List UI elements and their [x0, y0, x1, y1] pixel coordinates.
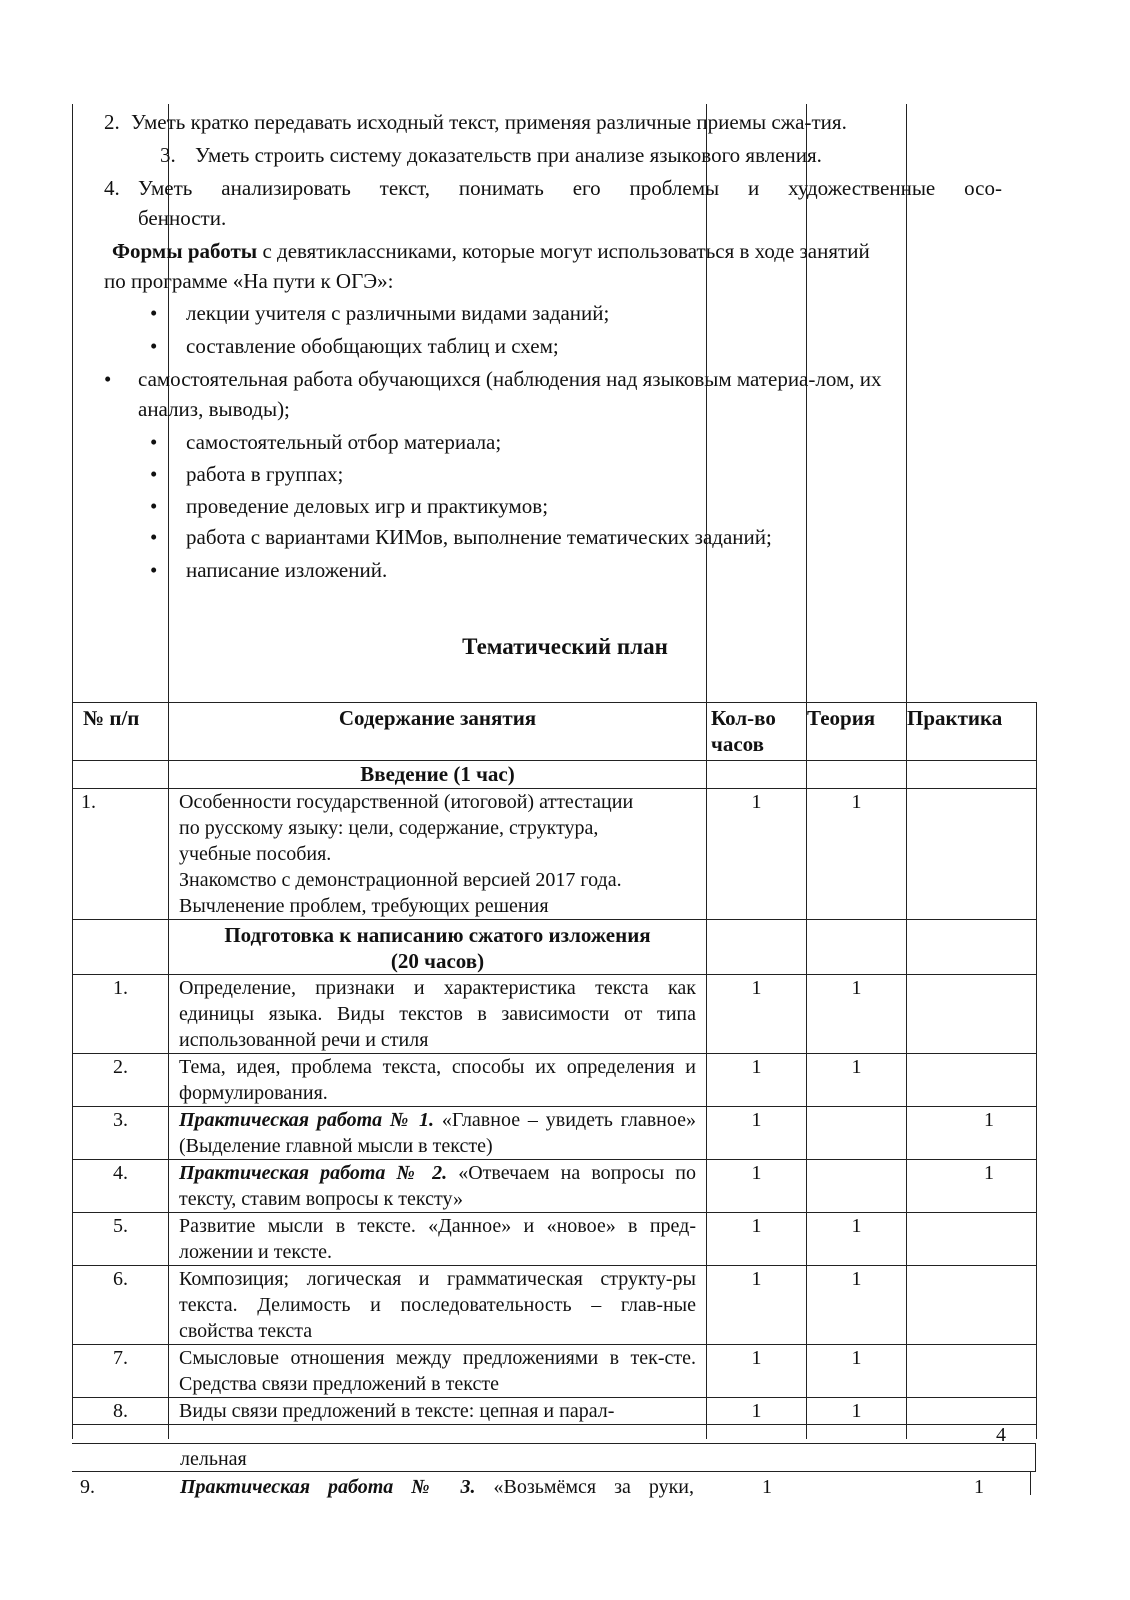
row-num: 7.: [73, 1345, 169, 1398]
list-text: Уметь кратко передавать исходный текст, применяя различные приемы сжа-тия.: [131, 110, 847, 134]
row9-topic: [180, 1474, 694, 1500]
row-theory: [807, 1107, 907, 1160]
row-practice: [907, 1266, 1037, 1345]
row-hours: 1: [707, 975, 807, 1054]
table-row: [73, 1266, 1037, 1345]
row-practice: [907, 1345, 1037, 1398]
practical-work-label: Практическая работа № 3.: [180, 1476, 476, 1498]
topic-text: «Возьмёмся за руки,: [475, 1476, 694, 1498]
row-theory: [807, 1160, 907, 1213]
row-num: 2.: [73, 1054, 169, 1107]
row-practice: [907, 1054, 1037, 1107]
bullet-item: [150, 556, 388, 584]
row-practice: 1: [907, 1160, 1037, 1213]
row-theory: 1: [807, 1054, 907, 1107]
forms-intro-line2: по программе «На пути к ОГЭ»:: [104, 269, 394, 293]
bullet-icon: •: [150, 558, 158, 582]
row-topic: Композиция; логическая и грамматическая структу-ры текста. Делимость и последовательность – глав-ные свойства текста: [169, 1266, 707, 1345]
list-number: 4.: [104, 176, 120, 200]
section-title: [169, 920, 707, 975]
header-practice: Практика: [907, 703, 1037, 761]
table-row-empty: [73, 1425, 1037, 1439]
list-text: Уметь анализировать текст, понимать его проблемы и художественные осо-: [138, 176, 1002, 200]
table-row: [73, 789, 1037, 920]
row9-practice: 1: [974, 1476, 984, 1498]
row-num: 6.: [73, 1266, 169, 1345]
continuation-right-border: [1035, 1443, 1036, 1471]
section-title: Введение (1 час): [169, 761, 707, 789]
row-topic: [169, 789, 707, 920]
ability-item-4: [104, 174, 1002, 202]
row-hours: 1: [707, 1054, 807, 1107]
header-hours-line2: часов: [711, 732, 764, 756]
row-topic: [169, 1107, 707, 1160]
row-theory: 1: [807, 1266, 907, 1345]
topic-line: по русскому языку: цели, содержание, структура,: [179, 817, 599, 839]
header-hours-line1: Кол-во: [711, 706, 776, 730]
bullet-text: проведение деловых игр и практикумов;: [186, 494, 549, 518]
bullet-item: [150, 428, 502, 456]
section-title-line: Подготовка к написанию сжатого изложения: [224, 923, 651, 947]
row-hours: 1: [707, 1160, 807, 1213]
topic-text: «Отвечаем на вопросы по тексту, ставим вопросы к тексту»: [179, 1162, 696, 1210]
topic-text: «Главное – увидеть главное» (Выделение главной мысли в тексте): [179, 1109, 696, 1157]
row9-hours: 1: [762, 1476, 772, 1498]
list-number: 3.: [160, 143, 176, 167]
plan-title: Тематический план: [462, 634, 668, 659]
topic-line: Особенности государственной (итоговой) аттестации: [179, 791, 634, 813]
guide-line-1: [72, 104, 73, 704]
header-theory: Теория: [807, 703, 907, 761]
bullet-item: [150, 460, 344, 488]
bullet-icon: •: [104, 367, 112, 391]
header-num: № п/п: [73, 703, 169, 761]
row-topic: Тема, идея, проблема текста, способы их определения и формулирования.: [169, 1054, 707, 1107]
bullet-item: [150, 523, 772, 551]
row-theory: 1: [807, 1213, 907, 1266]
row-hours: 1: [707, 1266, 807, 1345]
bullet-text: составление обобщающих таблиц и схем;: [186, 334, 559, 358]
list-text: Уметь строить систему доказательств при анализе языкового явления.: [195, 143, 822, 167]
row-num: 3.: [73, 1107, 169, 1160]
row9-num: 9.: [80, 1476, 95, 1498]
table-header-row: [73, 703, 1037, 761]
row-theory: 1: [807, 1398, 907, 1425]
row-num: 1.: [73, 975, 169, 1054]
topic-line: Вычленение проблем, требующих решения: [179, 895, 549, 917]
row-theory: 1: [807, 975, 907, 1054]
row8-tail: лельная: [180, 1448, 247, 1470]
row-hours: 1: [707, 1345, 807, 1398]
section-title-line: (20 часов): [390, 949, 485, 973]
practical-work-label: Практическая работа № 1.: [179, 1109, 435, 1131]
topic-line: Знакомство с демонстрационной версией 2017 года.: [179, 869, 622, 891]
bullet-icon: •: [150, 334, 158, 358]
bullet-text: работа в группах;: [186, 462, 344, 486]
bullet-text: лекции учителя с различными видами заданий;: [186, 301, 610, 325]
page-number: 4: [996, 1424, 1006, 1446]
continuation-top-border: [72, 1443, 1036, 1444]
ability-item-3: [160, 141, 822, 169]
bullet-icon: •: [150, 462, 158, 486]
row-topic: Смысловые отношения между предложениями в тек-сте. Средства связи предложений в тексте: [169, 1345, 707, 1398]
row-hours: 1: [707, 1213, 807, 1266]
table-row: [73, 1398, 1037, 1425]
bullet-item-cont: анализ, выводы);: [138, 397, 290, 421]
bullet-item: [104, 365, 882, 393]
bullet-text: написание изложений.: [186, 558, 388, 582]
row-practice: [907, 789, 1037, 920]
row-topic: Виды связи предложений в тексте: цепная и парал-: [169, 1398, 707, 1425]
header-hours: [707, 703, 807, 761]
bullet-icon: •: [150, 430, 158, 454]
bullet-icon: •: [150, 301, 158, 325]
table-row: [73, 1160, 1037, 1213]
practical-work-label: Практическая работа № 2.: [179, 1162, 448, 1184]
table-row: [73, 1345, 1037, 1398]
section-row: [73, 761, 1037, 789]
row-theory: 1: [807, 1345, 907, 1398]
row-topic: Развитие мысли в тексте. «Данное» и «новое» в пред-ложении и тексте.: [169, 1213, 707, 1266]
row-practice: [907, 1398, 1037, 1425]
section-row: [73, 920, 1037, 975]
header-content: Содержание занятия: [169, 703, 707, 761]
bullet-item: [150, 299, 610, 327]
forms-intro-text: с девятиклассниками, которые могут использоваться в ходе занятий: [257, 239, 870, 263]
bullet-icon: •: [150, 525, 158, 549]
bullet-text: работа с вариантами КИМов, выполнение тематических заданий;: [186, 525, 772, 549]
table-row: [73, 1107, 1037, 1160]
row-num: 4.: [73, 1160, 169, 1213]
row-topic: [169, 1160, 707, 1213]
row-num: 8.: [73, 1398, 169, 1425]
bullet-text: самостоятельная работа обучающихся (наблюдения над языковым материа-лом, их: [138, 367, 882, 391]
row-hours: 1: [707, 1398, 807, 1425]
row-num: 5.: [73, 1213, 169, 1266]
row-practice: [907, 1213, 1037, 1266]
bullet-item: [150, 492, 549, 520]
bullet-icon: •: [150, 494, 158, 518]
row-hours: 1: [707, 789, 807, 920]
forms-intro: [112, 237, 870, 265]
bullet-item: [150, 332, 559, 360]
topic-line: учебные пособия.: [179, 843, 332, 865]
row-topic: Определение, признаки и характеристика текста как единицы языка. Виды текстов в зависимости от типа использованной речи и стиля: [169, 975, 707, 1054]
continuation-right-border-2: [1030, 1471, 1031, 1495]
table-row: [73, 975, 1037, 1054]
row-practice: [907, 975, 1037, 1054]
bullet-text: самостоятельный отбор материала;: [186, 430, 502, 454]
table-row: [73, 1054, 1037, 1107]
table-row: [73, 1213, 1037, 1266]
list-number: 2.: [104, 110, 120, 134]
forms-title: Формы работы: [112, 239, 258, 263]
row-theory: 1: [807, 789, 907, 920]
ability-item-4-cont: бенности.: [138, 206, 227, 230]
row-practice: 1: [907, 1107, 1037, 1160]
row-hours: 1: [707, 1107, 807, 1160]
ability-item-2: [104, 108, 847, 136]
row-num: 1.: [73, 789, 169, 920]
plan-table: [72, 702, 1037, 1439]
